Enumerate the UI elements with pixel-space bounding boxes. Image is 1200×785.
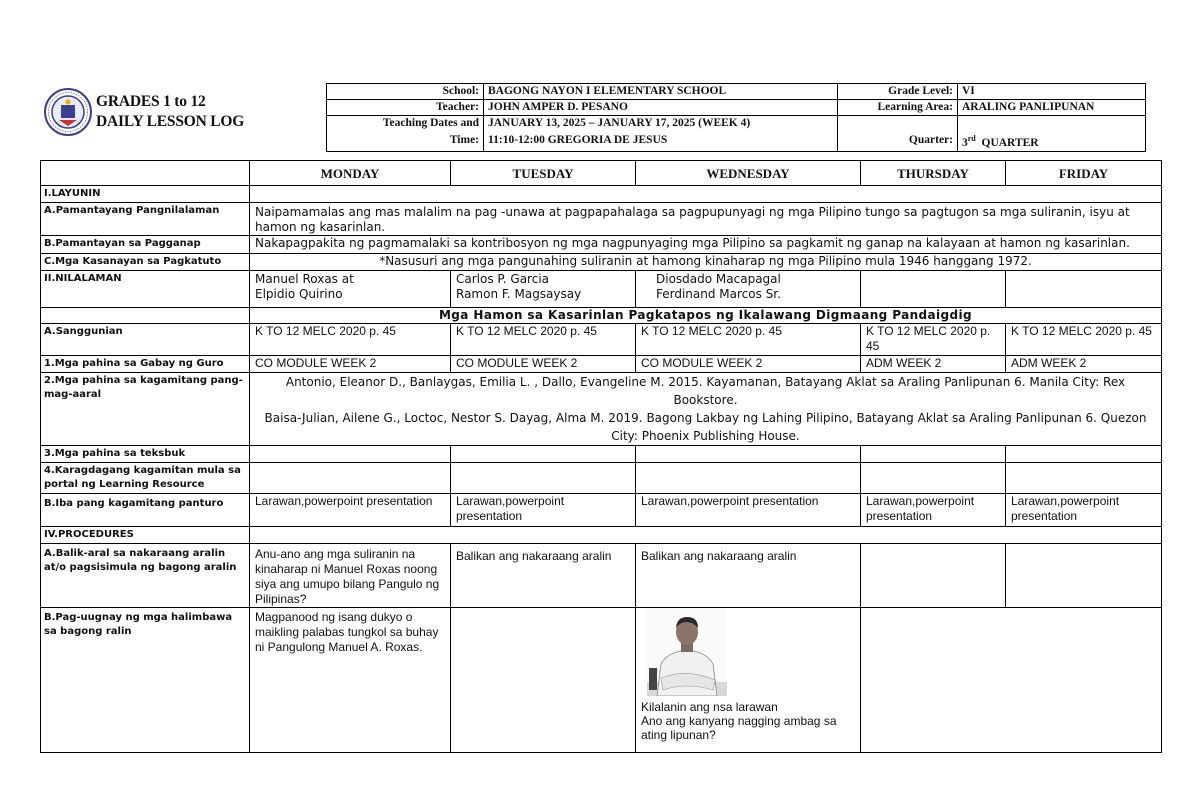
quarter-value: 3rd QUARTER bbox=[958, 131, 1146, 151]
row-label-karagdagang: 4.Karagdagang kagamitan mula sa portal ng Learning Resource bbox=[41, 463, 250, 494]
pamantayang-text: Naipamamalas ang mas malalim na pag -unawa at pagpapahalaga sa pagpupunyagi ng mga Pilipino tungo sa pagtugon sa mga suliranin, isyu at hamon ng kasarinlan. bbox=[250, 203, 1162, 236]
table-row bbox=[41, 544, 1162, 608]
title-line-2: DAILY LESSON LOG bbox=[96, 113, 245, 130]
sanggunian-thursday: K TO 12 MELC 2020 p. 45 bbox=[861, 324, 1006, 356]
table-row bbox=[41, 271, 1162, 308]
table-row bbox=[41, 236, 1162, 254]
balik-wednesday: Balikan ang nakaraang aralin bbox=[636, 544, 861, 608]
gabay-wednesday: CO MODULE WEEK 2 bbox=[636, 356, 861, 373]
pag-wednesday-text-2: Ano ang kanyang nagging ambag sa ating lipunan? bbox=[641, 714, 837, 742]
row-label-sanggunian: A.Sanggunian bbox=[41, 324, 250, 356]
day-monday: MONDAY bbox=[250, 161, 451, 186]
table-row bbox=[41, 203, 1162, 236]
row-label-pag-uugnay: B.Pag-uugnay ng mga halimbawa sa bagong ralin bbox=[41, 608, 250, 753]
table-row bbox=[41, 463, 1162, 494]
sanggunian-tuesday: K TO 12 MELC 2020 p. 45 bbox=[451, 324, 636, 356]
row-label-balik: A.Balik-aral sa nakaraang aralin at/o pagsisimula ng bagong aralin bbox=[41, 544, 250, 608]
pagganap-text: Nakapagpakita ng pagmamalaki sa kontribosyon ng mga nagpunyaging mga Pilipino sa pagkamit ng ganap na kalayaan at hamon ng kasarinlan. bbox=[250, 236, 1162, 254]
table-row bbox=[41, 324, 1162, 356]
day-wednesday: WEDNESDAY bbox=[636, 161, 861, 186]
iba-thursday: Larawan,powerpoint presentation bbox=[861, 494, 1006, 527]
row-label-nilalaman: II.NILALAMAN bbox=[41, 271, 250, 308]
president-photo bbox=[647, 608, 727, 696]
title-line-1: GRADES 1 to 12 bbox=[96, 93, 206, 110]
lesson-info-table bbox=[326, 83, 1146, 152]
deped-seal-logo bbox=[44, 88, 92, 136]
row-label-layunin: I.LAYUNIN bbox=[41, 186, 250, 203]
day-thursday: THURSDAY bbox=[861, 161, 1006, 186]
iba-monday: Larawan,powerpoint presentation bbox=[250, 494, 451, 527]
iba-tuesday: Larawan,powerpoint presentation bbox=[451, 494, 636, 527]
iba-wednesday: Larawan,powerpoint presentation bbox=[636, 494, 861, 527]
table-row bbox=[41, 608, 1162, 753]
table-row bbox=[41, 446, 1162, 463]
quarter-label: Quarter: bbox=[838, 131, 958, 151]
balik-monday: Anu-ano ang mga suliranin na kinaharap ni Manuel Roxas noong siya ang umupo bilang Pangulo ng Pilipinas? bbox=[250, 544, 451, 608]
pag-wednesday-text-1: Kilalanin ang nsa larawan bbox=[641, 700, 778, 714]
gabay-thursday: ADM WEEK 2 bbox=[861, 356, 1006, 373]
row-label-pamantayang: A.Pamantayang Pangnilalaman bbox=[41, 203, 250, 236]
gabay-friday: ADM WEEK 2 bbox=[1006, 356, 1162, 373]
teacher-label: Teacher: bbox=[327, 100, 484, 116]
area-label: Learning Area: bbox=[838, 100, 958, 116]
row-label-gabay: 1.Mga pahina sa Gabay ng Guro bbox=[41, 356, 250, 373]
table-row bbox=[41, 494, 1162, 527]
iba-friday: Larawan,powerpoint presentation bbox=[1006, 494, 1162, 527]
table-row bbox=[41, 527, 1162, 544]
day-friday: FRIDAY bbox=[1006, 161, 1162, 186]
dates-label-1: Teaching Dates and bbox=[327, 116, 484, 132]
dates-value-1: JANUARY 13, 2025 – JANUARY 17, 2025 (WEEK 4) bbox=[484, 116, 838, 132]
table-row bbox=[41, 373, 1162, 446]
nilalaman-tuesday: Carlos P. Garcia Ramon F. Magsaysay bbox=[451, 271, 636, 308]
pag-wednesday bbox=[636, 608, 861, 753]
school-value: BAGONG NAYON I ELEMENTARY SCHOOL bbox=[484, 84, 838, 100]
grade-label: Grade Level: bbox=[838, 84, 958, 100]
table-row bbox=[41, 356, 1162, 373]
sanggunian-monday: K TO 12 MELC 2020 p. 45 bbox=[250, 324, 451, 356]
row-label-kasanayan: C.Mga Kasanayan sa Pagkatuto bbox=[41, 254, 250, 271]
row-label-iba: B.Iba pang kagamitang panturo bbox=[41, 494, 250, 527]
grade-value: VI bbox=[958, 84, 1146, 100]
nilalaman-wednesday: Diosdado Macapagal Ferdinand Marcos Sr. bbox=[636, 271, 861, 308]
row-label-teksbuk: 3.Mga pahina sa teksbuk bbox=[41, 446, 250, 463]
sanggunian-friday: K TO 12 MELC 2020 p. 45 bbox=[1006, 324, 1162, 356]
day-tuesday: TUESDAY bbox=[451, 161, 636, 186]
sanggunian-wednesday: K TO 12 MELC 2020 p. 45 bbox=[636, 324, 861, 356]
paksa-text: Mga Hamon sa Kasarinlan Pagkatapos ng Ikalawang Digmaang Pandaigdig bbox=[250, 308, 1162, 324]
table-row bbox=[41, 254, 1162, 271]
teacher-value: JOHN AMPER D. PESANO bbox=[484, 100, 838, 116]
kasanayan-text: *Nasusuri ang mga pangunahing suliranin at hamong kinaharap ng mga Pilipino mula 1946 hanggang 1972. bbox=[250, 254, 1162, 271]
dates-value-2: 11:10-12:00 GREGORIA DE JESUS bbox=[484, 131, 838, 151]
gabay-monday: CO MODULE WEEK 2 bbox=[250, 356, 451, 373]
area-value: ARALING PANLIPUNAN bbox=[958, 100, 1146, 116]
row-label-kagamitan: 2.Mga pahina sa kagamitang pang-mag-aaral bbox=[41, 373, 250, 446]
document-title bbox=[96, 92, 244, 132]
daily-lesson-log-table bbox=[40, 160, 1162, 753]
table-row bbox=[41, 186, 1162, 203]
balik-tuesday: Balikan ang nakaraang aralin bbox=[451, 544, 636, 608]
table-row bbox=[41, 308, 1162, 324]
kagamitan-text: Antonio, Eleanor D., Banlaygas, Emilia L. , Dallo, Evangeline M. 2015. Kayamanan, Batayang Aklat sa Araling Panlipunan 6. Manila City: Rex Bookstore. Baisa-Julian, Ailene G., Loctoc, Nestor S. Dayag, Alma M. 2019. Bagong Lakbay ng Lahing Pilipino, Batayang Aklat sa Araling Panlipunan 6. Quezon City: Phoenix Publishing House. bbox=[250, 373, 1162, 446]
day-header-row bbox=[41, 161, 1162, 186]
dates-label-2: Time: bbox=[327, 131, 484, 151]
row-label-pagganap: B.Pamantayan sa Pagganap bbox=[41, 236, 250, 254]
row-label-procedures: IV.PROCEDURES bbox=[41, 527, 250, 544]
nilalaman-monday: Manuel Roxas at Elpidio Quirino bbox=[250, 271, 451, 308]
gabay-tuesday: CO MODULE WEEK 2 bbox=[451, 356, 636, 373]
pag-monday: Magpanood ng isang dukyo o maikling palabas tungkol sa buhay ni Pangulong Manuel A. Roxas. bbox=[250, 608, 451, 753]
school-label: School: bbox=[327, 84, 484, 100]
